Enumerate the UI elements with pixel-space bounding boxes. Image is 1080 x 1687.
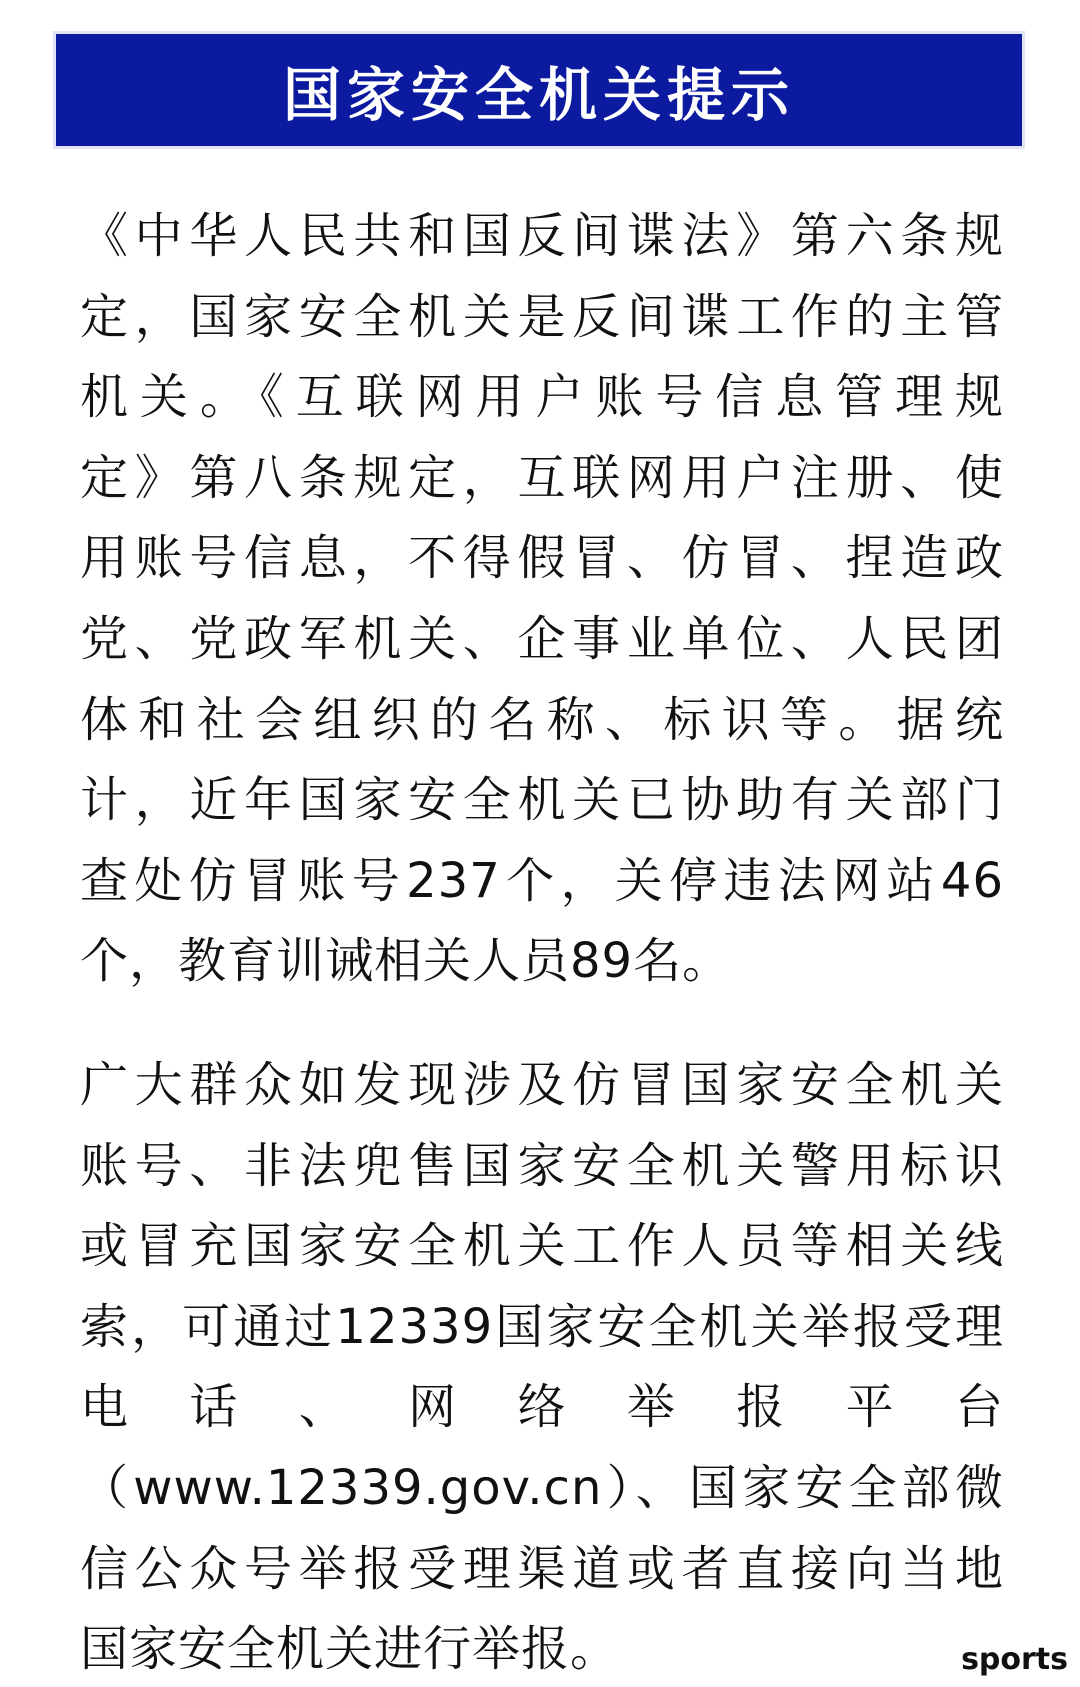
banner-title: 国家安全机关提示 <box>282 61 795 129</box>
text-line: 定》第八条规定，互联网用户注册、使 <box>80 449 1004 506</box>
text-line: 用账号信息，不得假冒、仿冒、捏造政 <box>80 530 1004 587</box>
paragraph-reporting-channels <box>80 1045 1004 1687</box>
text-line: 党、党政军机关、企事业单位、人民团 <box>80 610 1004 667</box>
text-line: 《中华人民共和国反间谍法》第六条规 <box>80 208 1004 264</box>
text-line: 索，可通过12339国家安全机关举报受理 <box>80 1298 1004 1355</box>
text-line: 广大群众如发现涉及仿冒国家安全机关 <box>80 1057 1004 1113</box>
text-line: 查处仿冒账号237个，关停违法网站46 <box>80 852 1004 909</box>
text-line: 计，近年国家安全机关已协助有关部门 <box>80 772 1004 829</box>
text-line: 电话、网络举报平台 <box>80 1379 1004 1436</box>
text-line: （www.12339.gov.cn）、国家安全部微 <box>80 1459 1004 1516</box>
text-line: 个，教育训诫相关人员89名。 <box>80 933 732 990</box>
text-line: 账号、非法兜售国家安全机关警用标识 <box>80 1137 1004 1194</box>
text-line: 定，国家安全机关是反间谍工作的主管 <box>80 288 1004 345</box>
text-line: 国家安全机关进行举报。 <box>80 1621 620 1678</box>
sports-watermark: sports <box>961 1642 1068 1677</box>
title-banner <box>56 34 1022 146</box>
text-line: 体和社会组织的名称、标识等。据统 <box>80 691 1004 748</box>
text-line: 机关。《互联网用户账号信息管理规 <box>80 369 1004 426</box>
text-line: 或冒充国家安全机关工作人员等相关线 <box>80 1218 1004 1275</box>
text-line: 信公众号举报受理渠道或者直接向当地 <box>80 1540 1004 1597</box>
paragraph-legal-basis <box>80 196 1004 1002</box>
